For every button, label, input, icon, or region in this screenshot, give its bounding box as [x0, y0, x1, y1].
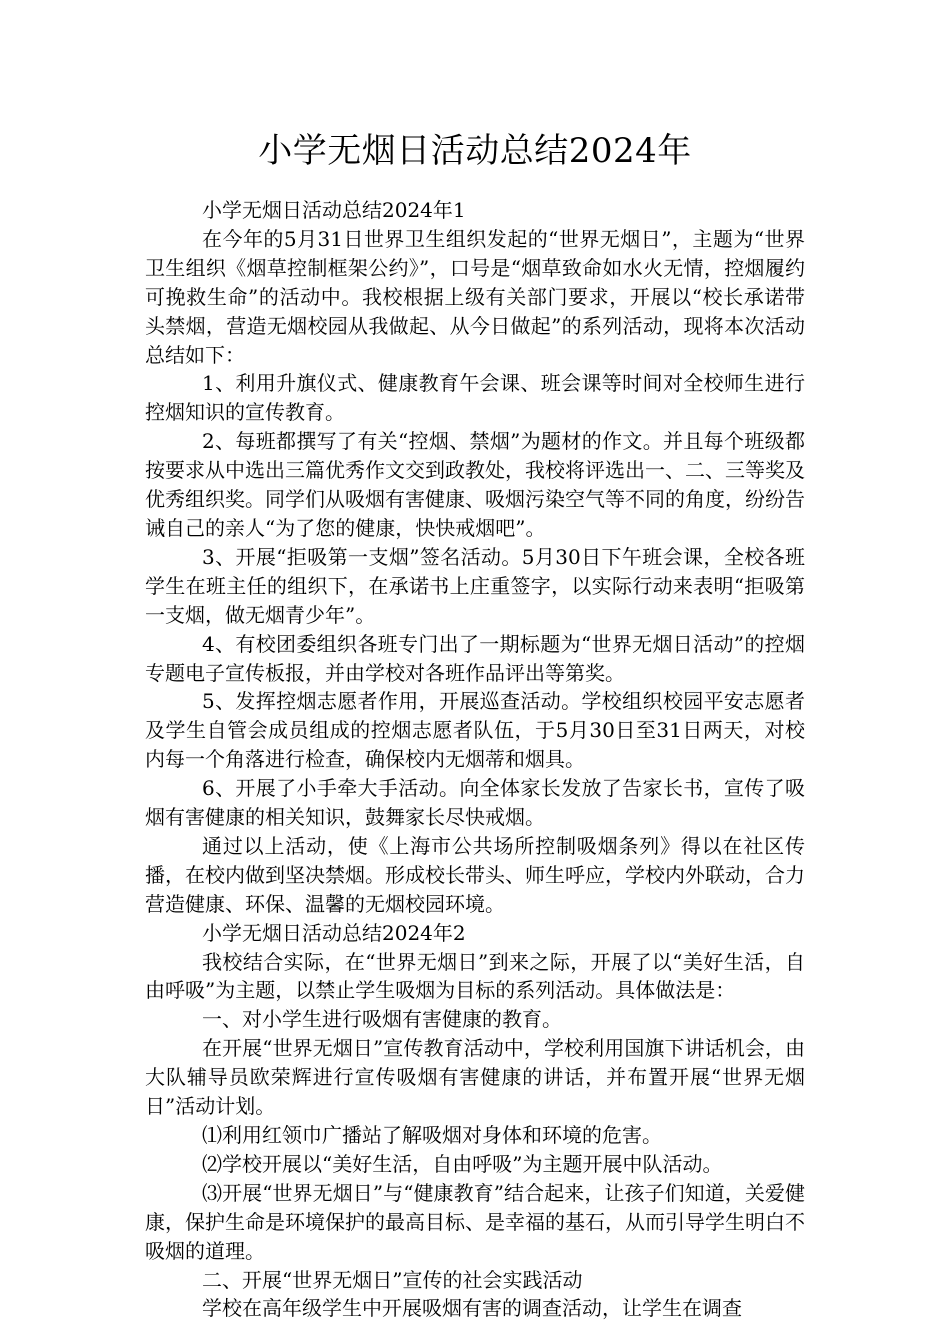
- paragraph: 6、开展了小手牵大手活动。向全体家长发放了告家长书，宣传了吸烟有害健康的相关知识，鼓舞家长尽快戒烟。: [145, 776, 805, 830]
- paragraph: 我校结合实际，在“世界无烟日”到来之际，开展了以“美好生活，自由呼吸”为主题，以禁止学生吸烟为目标的系列活动。具体做法是：: [145, 949, 805, 1003]
- paragraph: 5、发挥控烟志愿者作用，开展巡查活动。学校组织校园平安志愿者及学生自管会成员组成的控烟志愿者队伍，于5月30日至31日两天，对校内每一个角落进行检查，确保校内无烟蒂和烟具。: [145, 689, 805, 772]
- paragraph: 在今年的5月31日世界卫生组织发起的“世界无烟日”，主题为“世界卫生组织《烟草控制框架公约》”，口号是“烟草致命如水火无情，控烟履约可挽救生命”的活动中。我校根据上级有关部门要求，开展以“校长承诺带头禁烟，营造无烟校园从我做起、从今日做起”的系列活动，现将本次活动总结如下：: [145, 226, 805, 367]
- paragraph: 在开展“世界无烟日”宣传教育活动中，学校利用国旗下讲话机会，由大队辅导员欧荣辉进行宣传吸烟有害健康的讲话，并布置开展“世界无烟日”活动计划。: [145, 1036, 805, 1119]
- paragraph: ⑴利用红领巾广播站了解吸烟对身体和环境的危害。: [202, 1123, 662, 1147]
- paragraph: 一、对小学生进行吸烟有害健康的教育。: [202, 1007, 562, 1032]
- paragraph: 1、利用升旗仪式、健康教育午会课、班会课等时间对全校师生进行控烟知识的宣传教育。: [145, 371, 805, 425]
- section-heading: 小学无烟日活动总结2024年2: [202, 920, 466, 945]
- paragraph: ⑶开展“世界无烟日”与“健康教育”结合起来，让孩子们知道，关爱健康，保护生命是环境保护的最高目标、是幸福的基石，从而引导学生明白不吸烟的道理。: [145, 1180, 805, 1263]
- section-heading: 小学无烟日活动总结2024年1: [202, 198, 466, 222]
- paragraph: ⑵学校开展以“美好生活，自由呼吸”为主题开展中队活动。: [202, 1151, 723, 1176]
- paragraph: 通过以上活动，使《上海市公共场所控制吸烟条列》得以在社区传播，在校内做到坚决禁烟。形成校长带头、师生呼应，学校内外联动，合力营造健康、环保、温馨的无烟校园环境。: [145, 833, 805, 916]
- paragraph: 2、每班都撰写了有关“控烟、禁烟”为题材的作文。并且每个班级都按要求从中选出三篇优秀作文交到政教处，我校将评选出一、二、三等奖及优秀组织奖。同学们从吸烟有害健康、吸烟污染空气等不同的角度，纷纷告诫自己的亲人“为了您的健康，快快戒烟吧”。: [145, 429, 805, 540]
- paragraph: 二、开展“世界无烟日”宣传的社会实践活动: [202, 1267, 583, 1292]
- document-body: [145, 196, 805, 1323]
- paragraph: 学校在高年级学生中开展吸烟有害的调查活动，让学生在调查: [202, 1296, 742, 1321]
- paragraph: 3、开展“拒吸第一支烟”签名活动。5月30日下午班会课，全校各班学生在班主任的组织下，在承诺书上庄重签字，以实际行动来表明“拒吸第一支烟，做无烟青少年”。: [145, 544, 805, 627]
- document-title: 小学无烟日活动总结2024年: [258, 131, 692, 171]
- paragraph: 4、有校团委组织各班专门出了一期标题为“世界无烟日活动”的控烟专题电子宣传板报，并由学校对各班作品评出等第奖。: [145, 631, 805, 685]
